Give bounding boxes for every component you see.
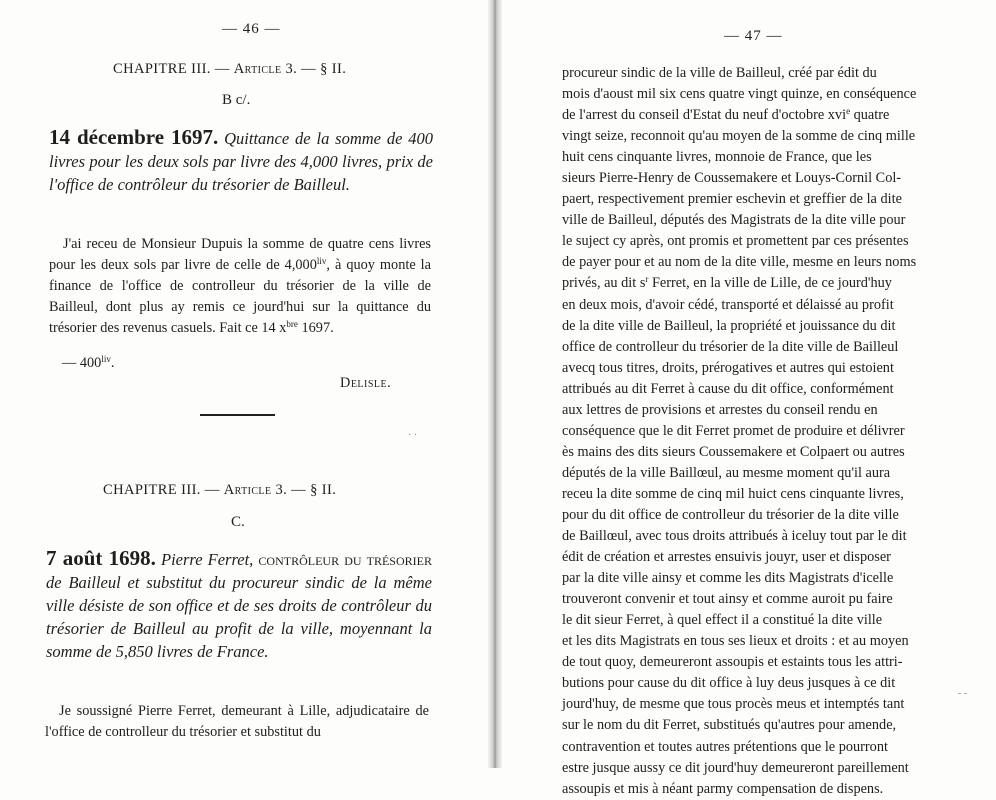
- headline-date: 7 août 1698.: [46, 546, 156, 570]
- chapter-label: CHAPITRE III. —: [113, 61, 234, 77]
- text-line: attribués au dit Ferret à cause du dit office, conformément: [562, 380, 894, 397]
- text-line-part: privés, au dit s: [562, 275, 646, 292]
- text-line: assoupis et mis à néant parmy compensation de dispens.: [562, 780, 884, 797]
- text-line: de tout quoy, demeureront assoupis et estaints tous les attri-: [562, 654, 903, 671]
- amount-end: .: [110, 355, 115, 371]
- receipt-text: [49, 234, 431, 339]
- section-letter-b: B c/.: [222, 92, 251, 108]
- text-line: receu la dite somme de cinq mil huict cens cinquante livres,: [562, 485, 904, 502]
- text-line: [562, 273, 942, 294]
- signature-delisle: Delisle.: [340, 375, 392, 391]
- superscript: r: [645, 274, 649, 285]
- text-line: députés de la ville Baillœul, au mesme moment qu'il aura: [562, 464, 891, 481]
- text-line: conséquence que le dit Ferret promet de produire et délivrer: [562, 422, 905, 439]
- text-line: estre jusque aussy ce dit jourd'huy demeureront pareillement: [562, 759, 909, 776]
- right-page-text: [562, 63, 942, 800]
- section-divider: [200, 414, 275, 416]
- text-line: paert, respectivement premier eschevin et greffier de la dite: [562, 191, 902, 208]
- text-line: en deux mois, d'avoir cédé, transporté et délaissé au profit: [562, 296, 894, 313]
- text-line: jourd'huy, de mesme que tous procès meus et intemptés tant: [562, 696, 905, 713]
- text-line-end: Ferret, en la ville de Lille, de ce jourd'huy: [648, 275, 892, 292]
- print-smudge: - -: [958, 688, 968, 699]
- chapter-heading-1: [113, 61, 346, 78]
- text-line: de Baillœul, avec tous droits attribués à iceluy tout par le dit: [562, 528, 907, 545]
- headline-name: Pierre Ferret,: [161, 550, 254, 569]
- text-line: le suject cy après, ont promis et promettent par ces présentes: [562, 233, 909, 250]
- quittance-body: Je soussigné Pierre Ferret, demeurant à Lille, adjudicataire de l'office de controlleur du trésorier et substitut du: [45, 703, 429, 740]
- headline-text: Quittance de la somme de 400 livres pour les deux sols par livre des 4,000 livres, prix de l'office de contrôleur du trésorier de Bailleul.: [49, 129, 434, 194]
- text-line: butions pour cause du dit office à luy deus jusques à ce dit: [562, 675, 896, 692]
- article-number: 3. — § II.: [285, 61, 347, 77]
- text-line: et les dits Magistrats en tous ses lieux et droits : et au moyen: [562, 633, 909, 650]
- text-line: ville de Bailleul, députés des Magistrats de la dite ville pour: [562, 212, 906, 229]
- chapter-heading-2: [103, 482, 336, 499]
- text-line: vingt seize, reconnoit qu'au moyen de la somme de cinq mille: [562, 128, 916, 145]
- superscript: e: [846, 106, 851, 117]
- receipt-text-after: , à quoy monte la finance de l'office de controlleur du trésorier de la ville de Bailleul, dont plus ay remis ce jourd'hui sur la quittance du trésorier des revenus casuels. Fait ce 14 x: [49, 257, 431, 336]
- page-number-left: — 46 —: [222, 21, 281, 37]
- receipt-text-main: J'ai receu de Monsieur Dupuis la somme de quatre cens livres pour les deux sols par livre de celle de 4,000: [49, 236, 431, 273]
- right-page: [500, 0, 996, 797]
- text-line-end: quatre: [850, 107, 890, 124]
- text-line: huit cens cinquante livres, monnoie de France, que les: [562, 149, 872, 166]
- text-line: édit de création et arrestes ensuivis jouyr, user et disposer: [562, 549, 891, 566]
- headline-title: contrôleur du trésorier: [258, 550, 432, 569]
- text-line: par la dite ville ainsy et comme les dits Magistrats d'icelle: [562, 570, 894, 587]
- article-label: Article: [223, 482, 272, 498]
- text-line: sieurs Pierre-Henry de Coussemakere et Louys-Cornil Col-: [562, 170, 902, 187]
- text-line: pour du dit office de controlleur du trésorier de la dite ville: [562, 506, 899, 523]
- text-line: trouveront convenir et tout ainsy et comme auroit pu faire: [562, 591, 893, 608]
- print-smudge: · ·: [408, 430, 418, 441]
- text-line: aux lettres de provisions et arrestes du conseil rendu en: [562, 401, 878, 418]
- article-label: Article: [233, 61, 282, 77]
- text-line: avecq tous titres, droits, prérogatives et autres qui estoient: [562, 359, 894, 376]
- text-line: ès mains des dits sieurs Coussemakere et Colpaert ou autres: [562, 443, 905, 460]
- headline-2: [46, 547, 432, 663]
- receipt-year: 1697.: [297, 320, 334, 336]
- text-line: mois d'aoust mil six cens quatre vingt quinze, en conséquence: [562, 86, 917, 103]
- bre-superscript: bre: [286, 319, 298, 329]
- text-line: contravention et toutes autres prétentions que le pourront: [562, 738, 888, 755]
- page-number-right: — 47 —: [724, 28, 783, 44]
- text-line: office de controlleur du trésorier de la dite ville de Bailleul: [562, 338, 899, 355]
- amount-value: — 400: [62, 355, 102, 371]
- text-line: [562, 105, 942, 126]
- article-number: 3. — § II.: [275, 482, 337, 498]
- chapter-label: CHAPITRE III. —: [103, 482, 224, 498]
- headline-1: [49, 126, 433, 196]
- text-line: sur le nom du dit Ferret, substitués qu'autres pour amende,: [562, 717, 897, 734]
- headline-rest: de Bailleul et substitut du procureur sindic de la même ville désiste de son office et de ses droits de contrôleur du trésorier de Bailleul au profit de la ville, moyennant la somme de 5,850 livres de France.: [46, 573, 432, 661]
- amount-line: [62, 355, 114, 372]
- headline-date: 14 décembre 1697.: [49, 125, 219, 149]
- text-line-part: de l'arrest du conseil d'Estat du neuf d'octobre xvi: [562, 107, 847, 124]
- liv-superscript: liv: [316, 256, 327, 266]
- quittance-text: [45, 701, 429, 743]
- text-line: de payer pour et au nom de la dite ville, mesme en leurs noms: [562, 254, 917, 271]
- left-page: [0, 0, 492, 768]
- section-letter-c: C.: [231, 514, 245, 530]
- text-line: le dit sieur Ferret, à quel effect il a constitué la dite ville: [562, 612, 883, 629]
- text-line: de la dite ville de Bailleul, la propriété et jouissance du dit: [562, 317, 896, 334]
- amount-superscript: liv: [101, 354, 111, 364]
- text-line: procureur sindic de la ville de Bailleul, créé par édit du: [562, 65, 877, 81]
